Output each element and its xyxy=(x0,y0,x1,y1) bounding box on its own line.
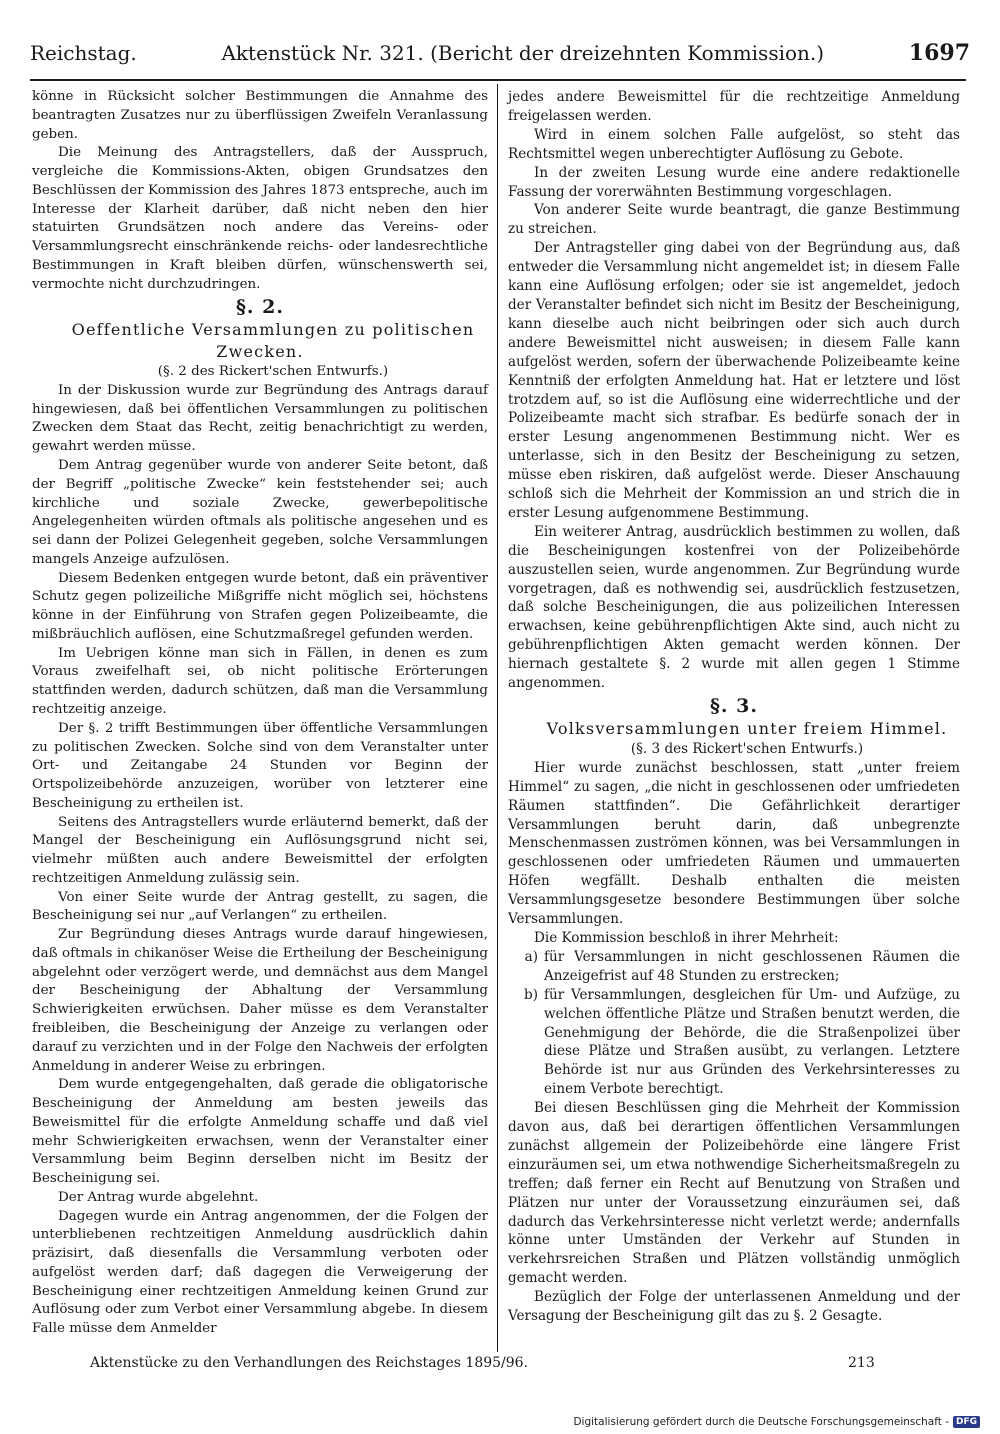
section-title: Volksversammlungen unter freiem Himmel. xyxy=(546,718,948,738)
paragraph: Wird in einem solchen Falle aufgelöst, so steht das Rechtsmittel wegen unberechtigter Auflösung zu Gebote. xyxy=(508,126,960,162)
list-item-text: für Versammlungen in nicht geschlossenen Räumen die Anzeigefrist auf 48 Stunden zu erstrecken; xyxy=(544,948,960,984)
paragraph: Dagegen wurde ein Antrag angenommen, der die Folgen der unterbliebenen rechtzeitigen Anmeldung ausdrücklich dahin präzisirt, daß diesenfalls die Versammlung verboten oder aufgelöst werden darf; daß dagegen die Verweigerung der Bescheinigung einer rechtzeitigen Anmeldung keinen Grund zur Auflösung oder zum Verbot einer Versammlung abgebe. In diesem Falle müsse dem Anmelder xyxy=(32,1208,488,1337)
section-number: §. 2. xyxy=(235,296,284,319)
left-column xyxy=(32,88,488,1339)
paragraph: In der zweiten Lesung wurde eine andere redaktionelle Fassung der vorerwähnten Bestimmung vorgeschlagen. xyxy=(508,164,960,200)
section-number: §. 3. xyxy=(709,695,758,717)
paragraph: Von einer Seite wurde der Antrag gestellt, zu sagen, die Bescheinigung sei nur „auf Verlangen“ zu ertheilen. xyxy=(32,889,488,924)
paragraph: Dem wurde entgegengehalten, daß gerade die obligatorische Bescheinigung der Anmeldung am besten jeweils das Beweismittel für die erfolgte Anmeldung schaffe und daß viel mehr Schwierigkeiten erwachsen, wenn der Veranstalter einer Versammlung beim Beginn derselben nicht im Besitz der Bescheinigung sei. xyxy=(32,1077,488,1187)
paragraph: jedes andere Beweismittel für die rechtzeitige Anmeldung freigelassen werden. xyxy=(508,89,960,124)
right-column xyxy=(508,88,960,1326)
paragraph: Die Meinung des Antragstellers, daß der Ausspruch, vergleiche die Kommissions-Akten, obigen Grundsatzes den Beschlüssen der Kommission des Jahres 1873 entspreche, auch im Interesse der Klarheit darüber, daß nicht neben den hier statuirten Grundsätzen noch andere das Vereins- oder Versammlungsrecht einschränkende reichs- oder landesrechtliche Bestimmungen in Kraft bleiben dürfen, wünschenswerth sei, vermochte nicht durchzudringen. xyxy=(32,145,488,292)
section-subtitle: (§. 2 des Rickert'schen Entwurfs.) xyxy=(157,364,389,380)
list-marker: b) xyxy=(524,986,538,1003)
section-subtitle: (§. 3 des Rickert'schen Entwurfs.) xyxy=(630,740,864,757)
paragraph: Seitens des Antragstellers wurde erläuternd bemerkt, daß der Mangel der Bescheinigung ein Auflösungsgrund nicht sei, vielmehr müßten auch andere Beweismittel der erfolgten rechtzeitigen Anmeldung zulässig sein. xyxy=(32,814,488,886)
paragraph: Die Kommission beschloß in ihrer Mehrheit: xyxy=(534,929,839,946)
resolution-list xyxy=(508,948,960,1099)
page-number: 1697 xyxy=(908,40,970,66)
digitization-credit xyxy=(573,1416,980,1428)
paragraph: Im Uebrigen könne man sich in Fällen, in denen es zum Voraus zweifelhaft sei, ob nicht politische Erörterungen stattfinden werden, dadurch schützen, daß man die Versammlung rechtzeitig anzeige. xyxy=(32,645,488,717)
header-rule xyxy=(30,79,966,81)
section-title: Oeffentliche Versammlungen zu politischen Zwecken. xyxy=(71,320,475,362)
paragraph: Hier wurde zunächst beschlossen, statt „unter freiem Himmel“ zu sagen, „die nicht in geschlossenen oder umfriedeten Räumen stattfinden“. Die Gefährlichkeit derartiger Versammlungen beruht darin, daß unbegrenzte Menschenmassen zuströmen können, was bei Versammlungen in geschlossenen oder umfriedeten Räumen und ummauerten Höfen wegfällt. Deshalb enthalten die meisten Versammlungsgesetze besondere Bestimmungen über solche Versammlungen. xyxy=(508,759,960,928)
paragraph: Zur Begründung dieses Antrags wurde darauf hingewiesen, daß oftmals in chikanöser Weise die Ertheilung der Bescheinigung abgelehnt oder verzögert werde, und demnächst aus dem Mangel der Bescheinigung der Abhaltung der Versammlung Schwierigkeiten erwüchsen. Daher müsse es dem Veranstalter freibleiben, die Bescheinigung der Anzeige zu verlangen oder darauf zu verzichten und in der Folge den Nachweis der erfolgten Anmeldung in anderer Weise zu erbringen. xyxy=(32,927,488,1074)
list-marker: a) xyxy=(524,948,538,965)
paragraph: Der §. 2 trifft Bestimmungen über öffentliche Versammlungen zu politischen Zwecken. Solche sind von dem Veranstalter unter Ort- und Zeitangabe 24 Stunden vor Beginn der Ortspolizeibehörde anzuzeigen, worüber von letzterer eine Bescheinigung zu ertheilen ist. xyxy=(32,720,488,811)
list-item xyxy=(508,948,960,986)
paragraph: Ein weiterer Antrag, ausdrücklich bestimmen zu wollen, daß die Bescheinigungen kostenfrei von der Polizeibehörde auszustellen seien, wurde angenommen. Zur Begründung wurde vorgetragen, daß es nothwendig sei, ausdrücklich festzusetzen, daß solche Bescheinigungen, die aus polizeilichen Interessen erwachsen, keine gebührenpflichtigen Akte sind, auch nicht zu gebührenpflichtigen Akten gemacht werden können. Der hiernach gestaltete §. 2 wurde mit allen gegen 1 Stimme angenommen. xyxy=(508,523,960,692)
paragraph: Von anderer Seite wurde beantragt, die ganze Bestimmung zu streichen. xyxy=(508,202,960,238)
list-item xyxy=(508,986,960,1099)
page-header xyxy=(30,40,970,80)
dfg-logo: DFG xyxy=(953,1416,980,1428)
column-divider xyxy=(497,84,498,1352)
header-title: Aktenstück Nr. 321. (Bericht der dreizehnten Kommission.) xyxy=(221,41,825,65)
footer-source: Aktenstücke zu den Verhandlungen des Reichstages 1895/96. xyxy=(90,1355,529,1371)
paragraph: In der Diskussion wurde zur Begründung des Antrags darauf hingewiesen, daß bei öffentlichen Versammlungen zu politischen Zwecken dem Staat das Recht, zeitig benachrichtigt zu werden, gewahrt werden müsse. xyxy=(32,382,488,455)
paragraph: Diesem Bedenken entgegen wurde betont, daß ein präventiver Schutz gegen polizeiliche Mißgriffe nicht möglich sei, höchstens könne in der Einführung von Strafen gegen Polizeibeamte, die mißbräuchlich auflösen, eine Schutzmaßregel gefunden werden. xyxy=(32,570,488,642)
paragraph: Bei diesen Beschlüssen ging die Mehrheit der Kommission davon aus, daß bei derartigen öffentlichen Versammlungen zunächst allgemein der Polizeibehörde eine längere Frist einzuräumen sei, um etwa nothwendige Sicherheitsmaßregeln zu treffen; daß ferner ein Recht auf Benutzung von Straßen und Plätzen nur unter der Voraussetzung einzuräumen sei, daß dadurch das Verkehrsinteresse nicht verletzt werde; andernfalls könne unter Umständen der Verkehr auf Stunden in verkehrsreichen Straßen und Plätzen vollständig unmöglich gemacht werden. xyxy=(508,1100,960,1287)
credit-text: Digitalisierung gefördert durch die Deutsche Forschungsgemeinschaft - xyxy=(573,1416,949,1428)
paragraph: Bezüglich der Folge der unterlassenen Anmeldung und der Versagung der Bescheinigung gilt das zu §. 2 Gesagte. xyxy=(508,1289,960,1325)
header-left: Reichstag. xyxy=(30,41,137,65)
paragraph: könne in Rücksicht solcher Bestimmungen die Annahme des beantragten Zusatzes nur zu überflüssigen Zweifeln Veranlassung geben. xyxy=(32,89,488,142)
paragraph: Der Antrag wurde abgelehnt. xyxy=(58,1189,259,1205)
paragraph: Dem Antrag gegenüber wurde von anderer Seite betont, daß der Begriff „politische Zwecke“ kein feststehender sei; auch kirchliche und soziale Zwecke, gewerbepolitische Angelegenheiten würden oftmals als politische angesehen und es sei dann der Polizei Gelegenheit gegeben, solche Versammlungen mangels Anzeige aufzulösen. xyxy=(32,458,488,567)
paragraph: Der Antragsteller ging dabei von der Begründung aus, daß entweder die Versammlung nicht angemeldet ist; in diesem Falle kann eine Auflösung erfolgen; oder sie ist angemeldet, jedoch der Veranstalter befindet sich nicht im Besitz der Bescheinigung, kann dieselbe auch nicht beibringen oder sich auch durch andere Beweismittel nicht ausweisen; in diesem Falle kann aufgelöst werden, sofern der überwachende Polizeibeamte keine Kenntniß der erfolgten Anmeldung hat. Hat er letztere und löst trotzdem auf, so ist die Auflösung eine widerrechtliche und der Polizeibeamte macht sich strafbar. Es bedürfe sonach der in erster Lesung angenommenen Bestimmung nicht. Wer es unterlasse, sich in den Besitz der Bescheinigung zu setzen, müsse eben riskiren, daß aufgelöst werde. Dieser Anschauung schloß sich die Mehrheit der Kommission an und strich die in erster Lesung aufgenommene Bestimmung. xyxy=(508,240,960,521)
list-item-text: für Versammlungen, desgleichen für Um- und Aufzüge, zu welchen öffentliche Plätze und Straßen benutzt werden, die Genehmigung der Behörde, die die Straßenpolizei über diese Plätze und Straßen ausübt, zu verlangen. Letztere Behörde ist nur aus Gründen des Verkehrsinteresses zu einem Verbote berechtigt. xyxy=(544,986,960,1098)
footer-page-number: 213 xyxy=(848,1355,875,1371)
